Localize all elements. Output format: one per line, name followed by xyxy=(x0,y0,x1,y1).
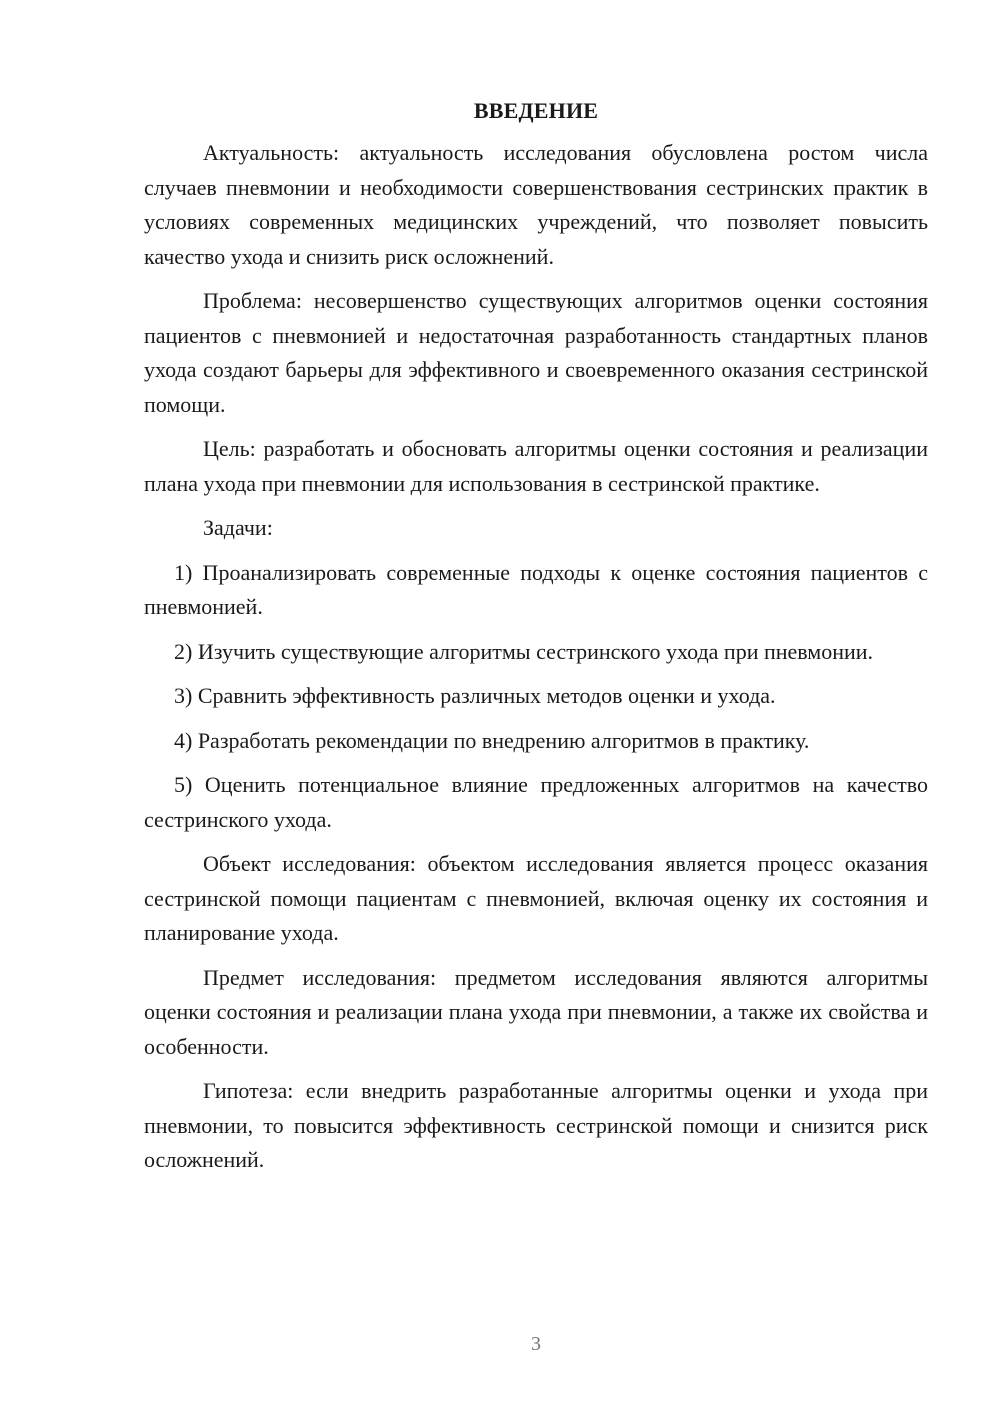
paragraph-relevance: Актуальность: актуальность исследования обусловлена ростом числа случаев пневмонии и необходимости совершенствования сестринских практик в условиях современных медицинских учреждений, что позволяет повысить качество ухода и снизить риск осложнений. xyxy=(144,140,928,269)
document-page xyxy=(144,96,928,1188)
paragraph-object: Объект исследования: объектом исследования является процесс оказания сестринской помощи пациентам с пневмонией, включая оценку их состояния и планирование ухода. xyxy=(144,851,928,945)
page-number: 3 xyxy=(531,1333,541,1355)
paragraph-hypothesis: Гипотеза: если внедрить разработанные алгоритмы оценки и ухода при пневмонии, то повысится эффективность сестринской помощи и снизится риск осложнений. xyxy=(144,1078,928,1172)
task-item-4: 4) Разработать рекомендации по внедрению алгоритмов в практику. xyxy=(174,727,810,753)
task-item-1: 1) Проанализировать современные подходы к оценке состояния пациентов с пневмонией. xyxy=(144,559,928,619)
task-item-3: 3) Сравнить эффективность различных методов оценки и ухода. xyxy=(174,683,776,708)
task-item-2: 2) Изучить существующие алгоритмы сестринского ухода при пневмонии. xyxy=(174,638,874,664)
paragraph-goal: Цель: разработать и обосновать алгоритмы оценки состояния и реализации плана ухода при пневмонии для использования в сестринской практике. xyxy=(144,436,928,496)
paragraph-problem: Проблема: несовершенство существующих алгоритмов оценки состояния пациентов с пневмонией и недостаточная разработанность стандартных планов ухода создают барьеры для эффективного и своевременного оказания сестринской помощи. xyxy=(144,288,928,417)
section-title: ВВЕДЕНИЕ xyxy=(473,98,599,123)
paragraph-subject: Предмет исследования: предметом исследования являются алгоритмы оценки состояния и реализации плана ухода при пневмонии, а также их свойства и особенности. xyxy=(144,964,928,1059)
task-item-5: 5) Оценить потенциальное влияние предложенных алгоритмов на качество сестринского ухода. xyxy=(144,772,928,832)
paragraph-tasks-heading: Задачи: xyxy=(203,515,273,540)
